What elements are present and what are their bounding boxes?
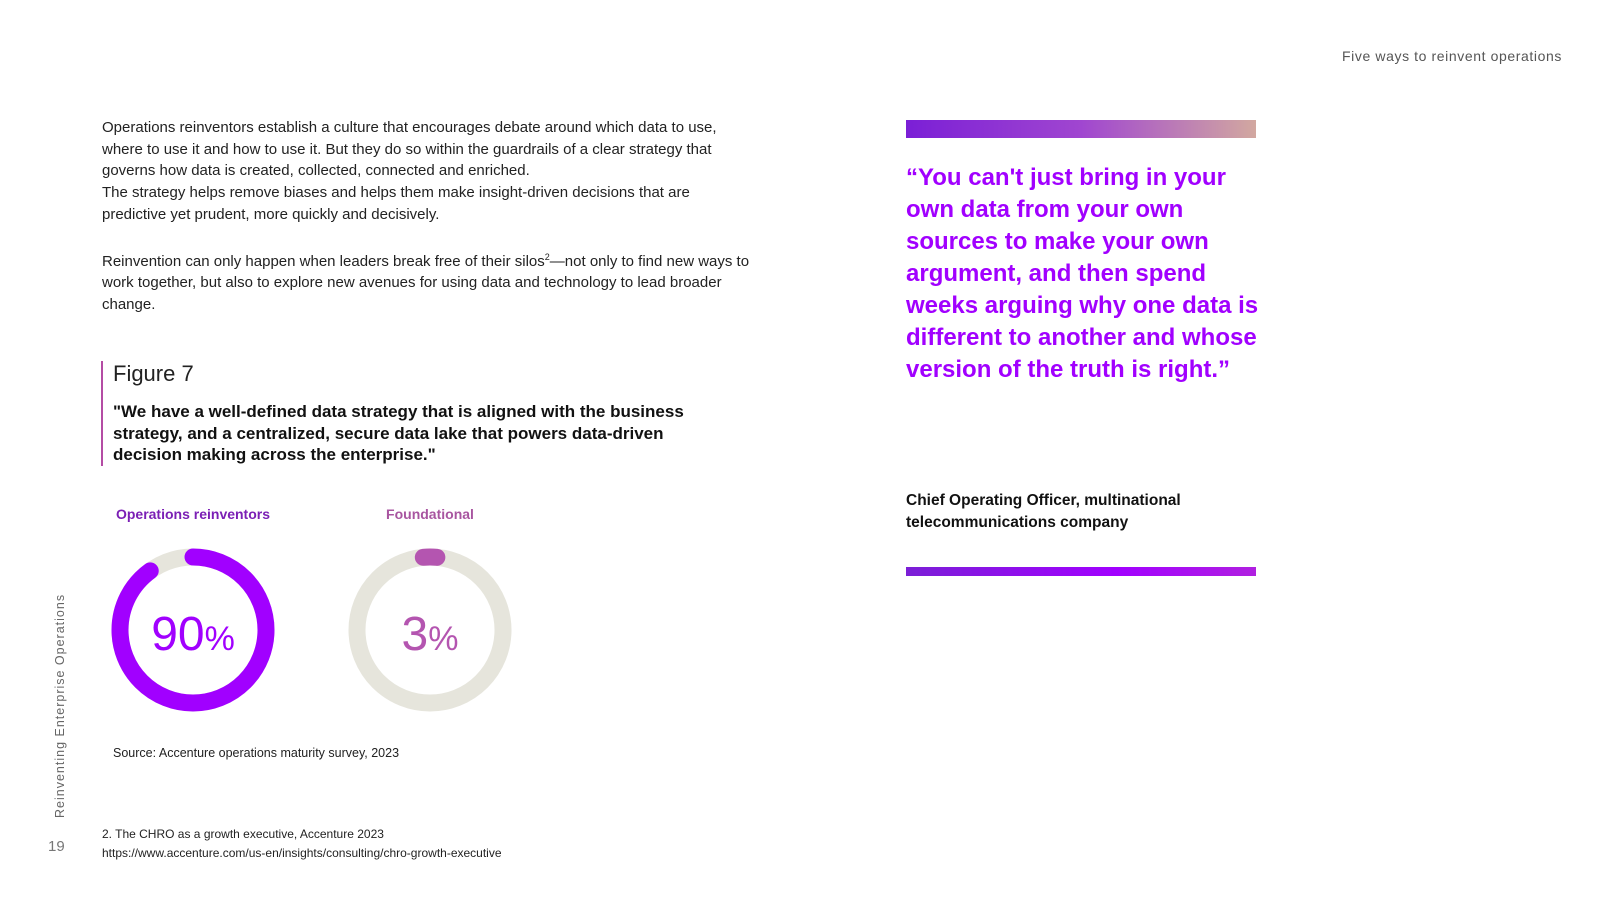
donut-value-unit: % [204,620,235,658]
page-number: 19 [48,838,65,855]
figure-label: Figure 7 [113,361,194,386]
document-section-label: Reinventing Enterprise Operations [53,593,67,818]
footnote-link[interactable]: https://www.accenture.com/us-en/insights/consulting/chro-growth-executive [102,846,502,860]
pull-quote: “You can't just bring in your own data from your own sources to make your own argument, and then spend weeks arguing why one data is different to another and whose version of the truth is right.” [906,164,1259,383]
quote-attribution: Chief Operating Officer, multinational telecommunications company [906,492,1181,531]
donut-title: Operations reinventors [115,506,271,522]
donut-value-unit: % [428,620,459,658]
paragraph-1a: Operations reinventors establish a culture that encourages debate around which data to use, where to use it and how to use it. But they do so within the guardrails of a clear strategy that governs how data is created, collected, connected and enriched. [102,119,717,180]
paragraph-1b: The strategy helps remove biases and helps them make insight-driven decisions that are predictive yet prudent, more quickly and decisively. [102,184,690,223]
donut-value-number: 90 [151,608,205,661]
footnote [102,825,502,863]
chart-source: Source: Accenture operations maturity survey, 2023 [113,746,400,760]
donut-chart-foundational [340,507,520,715]
figure-block [101,361,733,466]
footnote-ref[interactable]: 2 [544,251,550,262]
paragraph-2-text: Reinvention can only happen when leaders break free of their silos [102,252,545,270]
donut-value [103,607,283,667]
paragraph-2-text-cont: —not only to find new ways to work together, but also to explore new avenues for using data and technology to lead broader change. [102,252,750,313]
page-header-title: Five ways to reinvent operations [1342,48,1562,64]
body-text [102,117,752,316]
paragraph-2 [102,247,752,316]
donut-chart-operations-reinventors [103,507,283,715]
footnote-citation: 2. The CHRO as a growth executive, Accenture 2023 [102,827,384,841]
donut-value-number: 3 [401,608,429,661]
figure-quote: "We have a well-defined data strategy that is aligned with the business strategy, and a centralized, secure data lake that powers data-driven decision making across the enterprise." [113,402,684,464]
quote-bottom-gradient-bar [906,567,1256,576]
quote-top-gradient-bar [906,120,1256,138]
donut-title: Foundational [386,506,474,522]
donut-value [340,607,520,667]
